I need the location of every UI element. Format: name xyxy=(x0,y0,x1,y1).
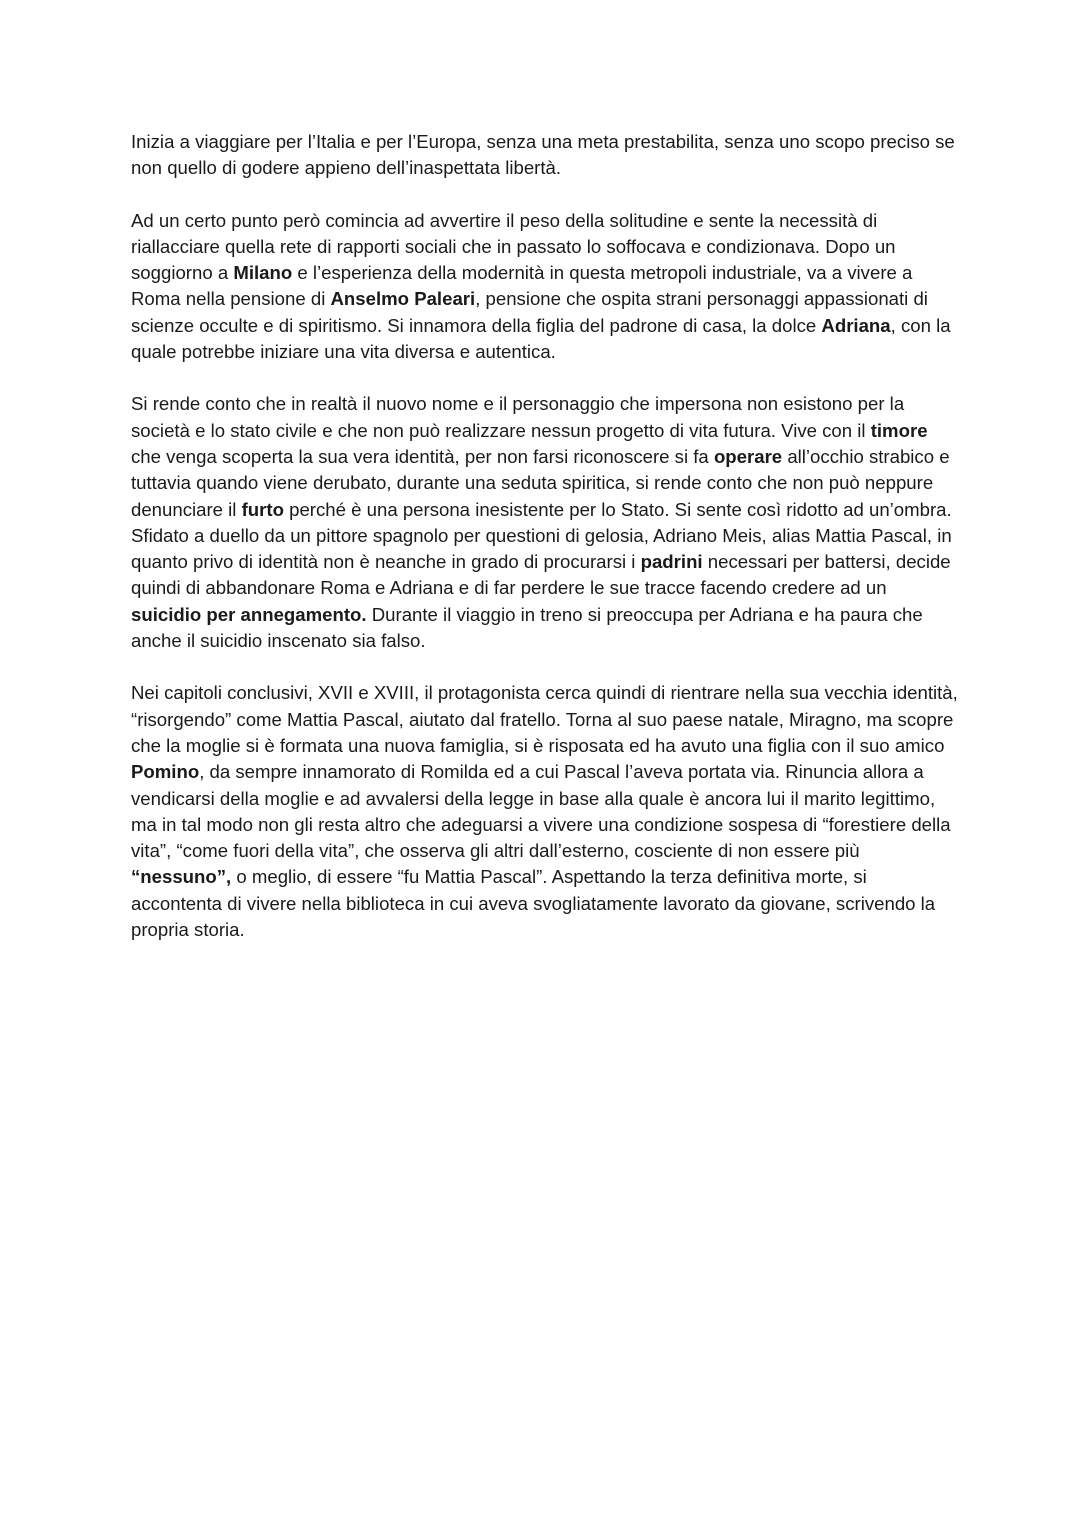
document-page xyxy=(131,129,961,969)
text-run: Ad un certo punto però comincia ad avvertire il peso della solitudine e sente la necessità di riallacciare quella rete di rapporti sociali che in passato lo soffocava e condizionava. Dopo un soggiorno a xyxy=(131,209,896,284)
bold-term-adriana: Adriana xyxy=(821,314,891,336)
text-run: che venga scoperta la sua vera identità, per non farsi riconoscere si fa xyxy=(131,445,714,467)
text-run: , pensione che ospita strani personaggi appassionati di scienze occulte e di spiritismo. Si innamora della figlia del padrone di casa, la dolce xyxy=(131,288,928,336)
bold-term-timore: timore xyxy=(870,419,928,441)
paragraph-3 xyxy=(131,391,961,654)
text-run: o meglio, di essere “fu Mattia Pascal”. Aspettando la terza definitiva morte, si accontenta di vivere nella biblioteca in cui aveva svogliatamente lavorato da giovane, scrivendo la propria storia. xyxy=(131,866,936,941)
paragraph-4 xyxy=(131,680,961,943)
text-run: perché è una persona inesistente per lo Stato. Si sente così ridotto ad un’ombra. Sfidato a duello da un pittore spagnolo per questioni di gelosia, Adriano Meis, alias Mattia Pascal, in quanto privo di identità non è neanche in grado di procurarsi i xyxy=(131,498,952,573)
bold-term-nessuno: “nessuno”, xyxy=(131,866,232,888)
text-run: necessari per battersi, decide quindi di abbandonare Roma e Adriana e di far perdere le sue tracce facendo credere ad un xyxy=(131,551,951,599)
text-run: , con la quale potrebbe iniziare una vita diversa e autentica. xyxy=(131,314,951,363)
paragraph-2 xyxy=(131,208,961,366)
paragraph-1 xyxy=(131,129,961,182)
bold-term-furto: furto xyxy=(241,498,284,520)
bold-term-milano: Milano xyxy=(233,262,293,284)
bold-term-anselmo-paleari: Anselmo Paleari xyxy=(330,288,476,310)
bold-term-suicidio: suicidio per annegamento. xyxy=(131,603,367,625)
text-run: Inizia a viaggiare per l’Italia e per l’Europa, senza una meta prestabilita, senza uno scopo preciso se non quello di godere appieno dell’inaspettata libertà. xyxy=(131,131,955,179)
text-run: , da sempre innamorato di Romilda ed a cui Pascal l’aveva portata via. Rinuncia allora a vendicarsi della moglie e ad avvalersi della legge in base alla quale è ancora lui il marito legittimo, ma in tal modo non gli resta altro che adeguarsi a vivere una condizione sospesa di “forestiere della vita”, “come fuori della vita”, che osserva gli altri dall’esterno, cosciente di non essere più xyxy=(131,761,951,862)
text-run: all’occhio strabico e tuttavia quando viene derubato, durante una seduta spiritica, si rende conto che non può neppure denunciare il xyxy=(131,445,950,520)
bold-term-padrini: padrini xyxy=(640,551,703,573)
text-run: Nei capitoli conclusivi, XVII e XVIII, il protagonista cerca quindi di rientrare nella sua vecchia identità, “risorgendo” come Mattia Pascal, aiutato dal fratello. Torna al suo paese natale, Miragno, ma scopre che la moglie si è formata una nuova famiglia, si è risposata ed ha avuto una figlia con il suo amico xyxy=(131,682,958,756)
bold-term-pomino: Pomino xyxy=(131,761,200,783)
text-run: Si rende conto che in realtà il nuovo nome e il personaggio che impersona non esistono per la società e lo stato civile e che non può realizzare nessun progetto di vita futura. Vive con il xyxy=(131,393,905,441)
bold-term-operare: operare xyxy=(713,445,783,467)
text-run: Durante il viaggio in treno si preoccupa per Adriana e ha paura che anche il suicidio inscenato sia falso. xyxy=(131,603,923,652)
text-run: e l’esperienza della modernità in questa metropoli industriale, va a vivere a Roma nella pensione di xyxy=(131,262,913,310)
